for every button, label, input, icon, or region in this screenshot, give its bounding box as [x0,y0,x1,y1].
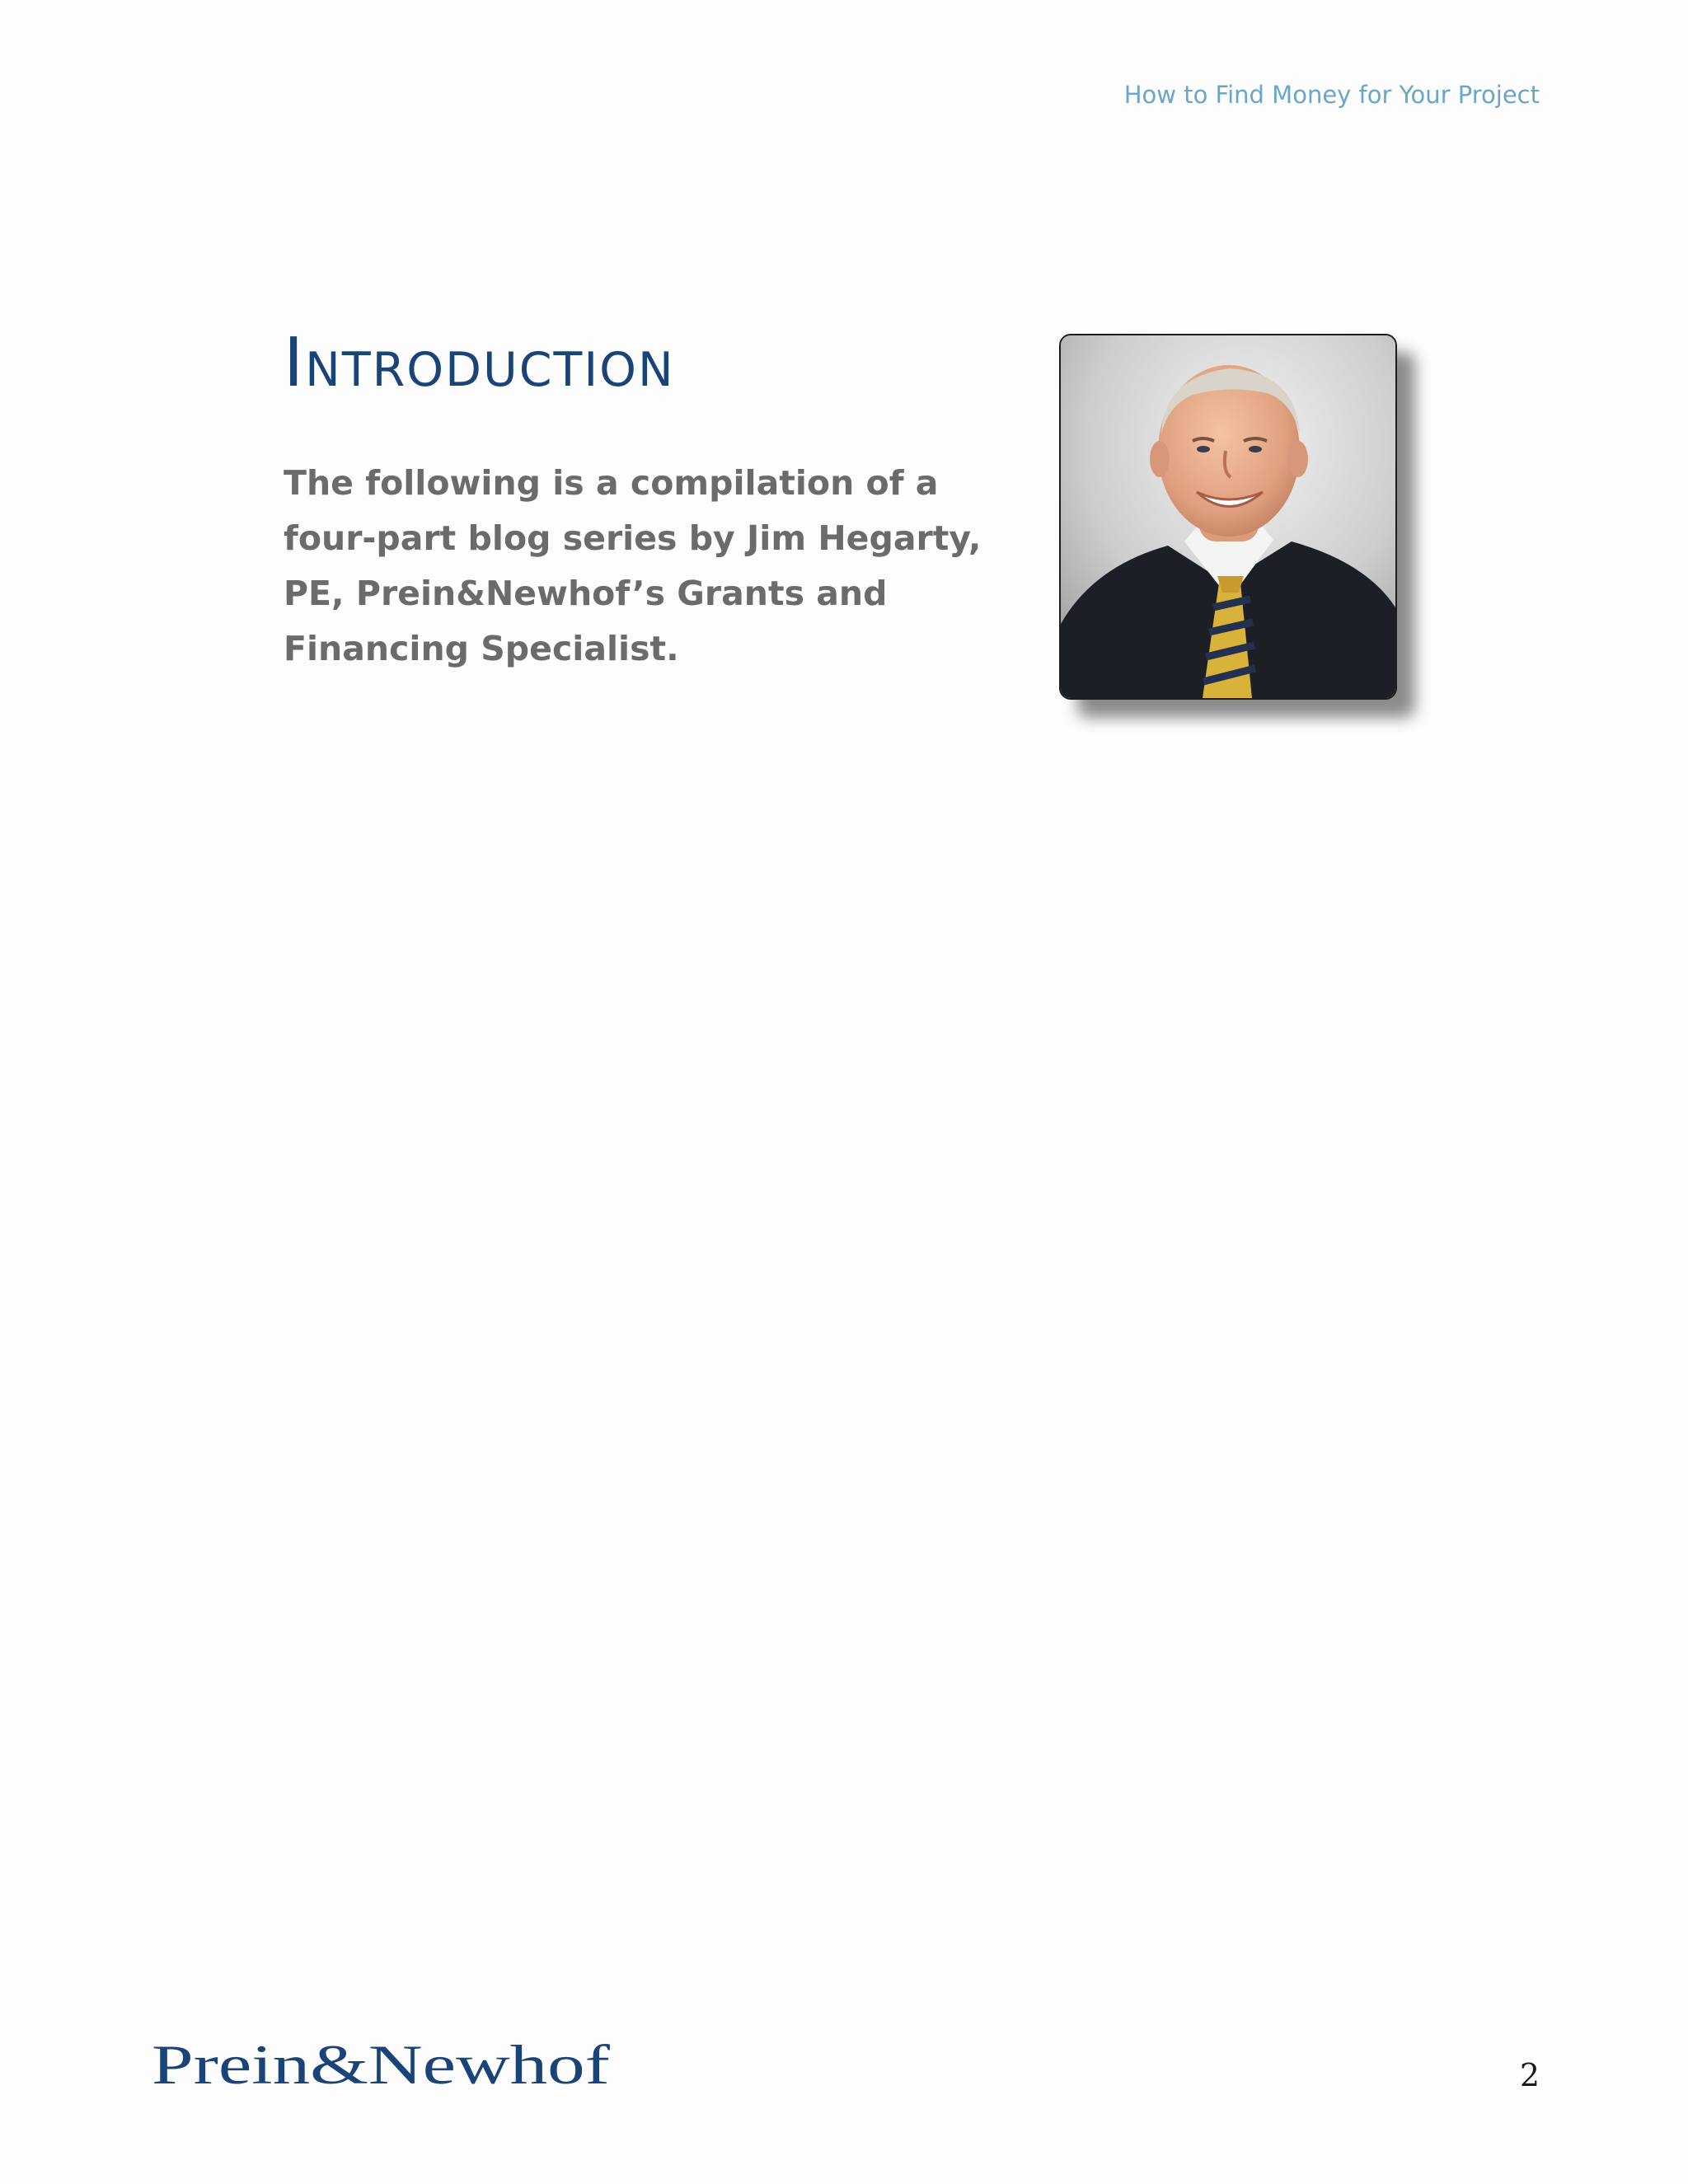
logo-wordmark: Prein&Newhof [152,2036,610,2093]
page-number: 2 [1519,2057,1540,2093]
intro-paragraph: The following is a compilation of a four-part blog series by Jim Hegarty, PE, Prein&Newhof’s Grants and Financing Specialist. [284,463,982,668]
portrait-illustration [1061,335,1395,698]
company-logo [152,2036,610,2093]
running-header: How to Find Money for Your Project [1123,81,1540,109]
page-title: Introduction [284,324,675,402]
portrait-photo [1059,334,1397,700]
